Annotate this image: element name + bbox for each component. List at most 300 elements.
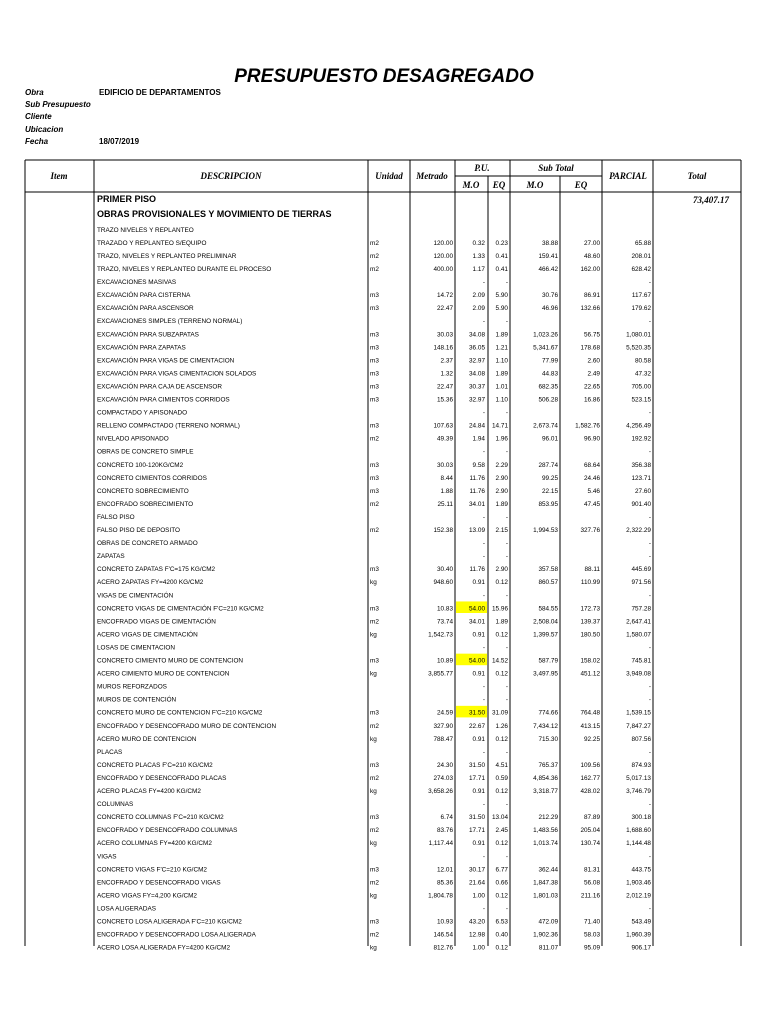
cell-pu-eq: 2.45	[495, 827, 508, 835]
cell-descripcion: ACERO VIGAS FY=4,200 KG/CM2	[97, 892, 197, 900]
cell-metrado: 152.38	[433, 527, 453, 534]
cell-subtotal-mo: 159.41	[538, 252, 558, 260]
cell-unidad: m2	[370, 435, 379, 443]
cell-pu-mo: 34.08	[469, 331, 485, 339]
cell-descripcion: CONCRETO MURO DE CONTENCION F'C=210 KG/CM2	[97, 709, 263, 717]
cell-subtotal-eq: 5.46	[587, 487, 600, 495]
cell-parcial: -	[648, 592, 651, 600]
cell-parcial: 628.42	[631, 266, 651, 273]
cell-pu-eq: 0.12	[495, 735, 508, 743]
cell-metrado: 10.83	[437, 605, 453, 613]
cell-descripcion: VIGAS	[97, 853, 117, 861]
cell-pu-eq: 0.12	[495, 892, 508, 900]
cell-subtotal-mo: 7,434.12	[533, 722, 558, 730]
cell-pu-eq: -	[505, 279, 508, 287]
cell-subtotal-mo: 22.15	[542, 487, 558, 495]
cell-parcial: -	[648, 540, 651, 548]
cell-unidad: kg	[370, 840, 377, 848]
cell-descripcion: ENCOFRADO Y DESENCOFRADO COLUMNAS	[97, 827, 238, 835]
cell-descripcion: ENCOFRADO Y DESENCOFRADO LOSA ALIGERADA	[97, 931, 256, 939]
cell-pu-eq: -	[505, 318, 508, 326]
cell-pu-eq: 0.12	[495, 840, 508, 848]
cell-parcial: 757.28	[631, 605, 651, 613]
cell-unidad: m3	[370, 461, 379, 469]
table-row	[97, 840, 651, 847]
cell-pu-mo: 54.00	[469, 657, 485, 665]
table-row	[97, 603, 651, 612]
cell-metrado: 14.72	[437, 292, 453, 300]
cell-parcial: -	[648, 279, 651, 287]
cell-pu-eq: -	[505, 513, 508, 521]
cell-parcial: 3,746.79	[626, 788, 651, 795]
cell-descripcion: RELLENO COMPACTADO (TERRENO NORMAL)	[97, 422, 240, 430]
cell-pu-mo: 32.97	[469, 396, 485, 404]
cell-parcial: 1,080.01	[626, 331, 651, 339]
cell-subtotal-eq: 96.90	[584, 435, 600, 443]
cell-unidad: m3	[370, 344, 379, 352]
cell-pu-eq: 1.96	[495, 435, 508, 443]
cell-metrado: 30.40	[437, 566, 453, 574]
table-row	[97, 629, 651, 638]
cell-subtotal-mo: 682.35	[538, 383, 558, 391]
cell-unidad: kg	[370, 670, 377, 678]
cell-descripcion: TRAZO, NIVELES Y REPLANTEO PRELIMINAR	[97, 252, 237, 260]
cell-subtotal-eq: 95.09	[584, 944, 600, 952]
cell-pu-mo: 34.01	[469, 500, 485, 508]
cell-subtotal-eq: 139.37	[580, 618, 600, 626]
table-row	[97, 553, 651, 560]
cell-pu-eq: 13.04	[492, 814, 508, 822]
cell-subtotal-mo: 357.58	[538, 566, 558, 574]
cell-metrado: 146.54	[433, 931, 453, 939]
cell-pu-mo: -	[482, 409, 485, 417]
cell-descripcion: FALSO PISO	[97, 513, 135, 521]
cell-subtotal-eq: 451.12	[580, 670, 600, 678]
cell-descripcion: CONCRETO CIMIENTO MURO DE CONTENCION	[97, 657, 244, 665]
cell-pu-eq: 1.26	[495, 722, 508, 730]
table-row	[97, 736, 651, 743]
header-total: Total	[687, 171, 707, 181]
cell-subtotal-eq: 158.02	[580, 657, 600, 665]
cell-descripcion: EXCAVACIÓN PARA VIGAS DE CIMENTACION	[97, 357, 235, 365]
cell-parcial: 1,144.48	[626, 840, 651, 848]
cell-parcial: 2,012.19	[626, 892, 651, 900]
cell-subtotal-eq: 205.04	[580, 827, 600, 835]
cell-pu-eq: -	[505, 448, 508, 456]
cell-parcial: 705.00	[631, 383, 651, 391]
cell-descripcion: COLUMNAS	[97, 801, 134, 809]
cell-descripcion: EXCAVACIÓN PARA CIMIENTOS CORRIDOS	[97, 396, 230, 404]
cell-descripcion: FALSO PISO DE DEPOSITO	[97, 527, 180, 534]
cell-descripcion: CONCRETO CIMIENTOS CORRIDOS	[97, 474, 207, 482]
cell-subtotal-mo: 362.44	[538, 866, 558, 874]
section-total: 73,407.17	[693, 195, 729, 205]
cell-pu-eq: -	[505, 592, 508, 600]
cell-pu-eq: -	[505, 553, 508, 561]
cell-subtotal-mo: 2,673.74	[533, 422, 558, 430]
cell-parcial: -	[648, 448, 651, 456]
table-row	[97, 579, 651, 586]
cell-pu-eq: 2.29	[495, 461, 508, 469]
cell-parcial: 543.49	[631, 918, 651, 926]
cell-parcial: 443.75	[631, 866, 651, 874]
cell-pu-eq: -	[505, 696, 508, 704]
table-row	[97, 695, 651, 704]
cell-metrado: 85.36	[437, 879, 453, 887]
cell-descripcion: COMPACTADO Y APISONADO	[97, 409, 188, 417]
table-row	[97, 381, 651, 390]
cell-parcial: -	[648, 513, 651, 521]
cell-unidad: m3	[370, 566, 379, 574]
cell-descripcion: ACERO VIGAS DE CIMENTACIÓN	[97, 631, 198, 639]
cell-parcial: 208.01	[631, 252, 651, 260]
cell-subtotal-mo: 77.99	[542, 357, 558, 365]
cell-parcial: -	[648, 696, 651, 704]
cell-parcial: 807.56	[631, 735, 651, 743]
cell-metrado: 22.47	[437, 383, 453, 391]
cell-pu-mo: -	[482, 905, 485, 913]
cell-pu-eq: 2.15	[495, 527, 508, 534]
cell-descripcion: MUROS REFORZADOS	[97, 683, 167, 691]
cell-metrado: 788.47	[433, 735, 453, 743]
cell-subtotal-mo: 38.88	[542, 239, 558, 247]
cell-parcial: 65.88	[635, 239, 651, 247]
cell-descripcion: EXCAVACIONES MASIVAS	[97, 279, 177, 287]
cell-descripcion: LOSA ALIGERADAS	[97, 905, 156, 913]
cell-unidad: m2	[370, 252, 379, 260]
cell-unidad: m3	[370, 422, 379, 430]
cell-unidad: m3	[370, 709, 379, 717]
cell-pu-mo: -	[482, 683, 485, 691]
cell-subtotal-eq: 2.60	[587, 357, 600, 365]
cell-parcial: 906.17	[631, 944, 651, 952]
cell-pu-eq: 1.89	[495, 500, 508, 508]
cell-unidad: m3	[370, 866, 379, 874]
cell-pu-eq: -	[505, 853, 508, 861]
cell-subtotal-eq: 327.76	[580, 527, 600, 534]
cell-unidad: m2	[370, 266, 379, 273]
cell-pu-eq: 1.89	[495, 370, 508, 378]
cell-descripcion: ENCOFRADO Y DESENCOFRADO PLACAS	[97, 774, 227, 782]
cell-subtotal-eq: 16.86	[584, 396, 600, 404]
cell-descripcion: ACERO ZAPATAS FY=4200 KG/CM2	[97, 579, 204, 587]
cell-descripcion: CONCRETO COLUMNAS F'C=210 KG/CM2	[97, 814, 224, 822]
cell-pu-eq: 1.89	[495, 618, 508, 626]
cell-descripcion: EXCAVACIONES SIMPLES (TERRENO NORMAL)	[97, 318, 243, 326]
cell-parcial: 2,322.29	[626, 527, 651, 534]
cell-metrado: 25.11	[437, 500, 453, 508]
cell-metrado: 49.39	[437, 435, 453, 443]
cell-parcial: 356.38	[631, 461, 651, 469]
cell-subtotal-eq: 56.08	[584, 879, 600, 887]
cell-parcial: -	[648, 318, 651, 326]
cell-pu-mo: 0.91	[472, 840, 485, 848]
document-title: PRESUPUESTO DESAGREGADO	[234, 66, 534, 87]
table-body	[97, 227, 651, 952]
cell-metrado: 83.76	[437, 827, 453, 835]
cell-pu-mo: 0.91	[472, 735, 485, 743]
cell-pu-mo: 0.91	[472, 670, 485, 678]
cell-parcial: -	[648, 853, 651, 861]
cell-parcial: 971.56	[631, 579, 651, 587]
cell-unidad: m3	[370, 331, 379, 339]
cell-pu-mo: 54.00	[469, 605, 485, 613]
cell-parcial: 47.32	[635, 370, 651, 378]
cell-metrado: 8.44	[440, 474, 453, 482]
cell-pu-mo: 17.71	[469, 774, 485, 782]
cell-metrado: 30.03	[437, 461, 453, 469]
cell-subtotal-eq: 211.16	[580, 892, 600, 900]
cell-unidad: kg	[370, 579, 377, 587]
cell-descripcion: ENCOFRADO SOBRECIMIENTO	[97, 500, 194, 508]
cell-subtotal-mo: 1,483.56	[533, 827, 558, 835]
cell-metrado: 400.00	[433, 266, 453, 273]
table-row	[97, 303, 651, 312]
table-row	[97, 616, 651, 625]
table-row	[97, 853, 651, 860]
cell-pu-eq: -	[505, 683, 508, 691]
cell-pu-mo: -	[482, 318, 485, 326]
table-row	[97, 540, 651, 547]
cell-pu-mo: 13.09	[469, 527, 485, 534]
table-row	[97, 879, 651, 886]
cell-pu-mo: -	[482, 748, 485, 756]
cell-pu-eq: 31.09	[492, 709, 508, 717]
cell-parcial: 1,688.60	[626, 827, 651, 835]
cell-descripcion: NIVELADO APISONADO	[97, 435, 169, 443]
table-row	[97, 266, 651, 273]
cell-pu-eq: 0.41	[495, 252, 508, 260]
table-row	[97, 710, 651, 717]
header-mo: M.O	[462, 180, 480, 190]
cell-unidad: kg	[370, 892, 377, 900]
cell-subtotal-eq: 1,582.76	[575, 422, 600, 430]
meta-label: Obra	[25, 88, 44, 97]
cell-descripcion: EXCAVACIÓN PARA ASCENSOR	[97, 305, 194, 313]
cell-unidad: m3	[370, 761, 379, 769]
cell-subtotal-mo: 44.83	[542, 370, 558, 378]
cell-pu-eq: 0.12	[495, 670, 508, 678]
cell-subtotal-mo: 860.57	[538, 579, 558, 587]
cell-subtotal-eq: 130.74	[580, 840, 600, 848]
cell-descripcion: VIGAS DE CIMENTACIÓN	[97, 592, 174, 600]
cell-pu-mo: -	[482, 853, 485, 861]
cell-subtotal-mo: 587.79	[538, 657, 558, 665]
cell-metrado: 24.59	[437, 709, 453, 717]
cell-metrado: 6.74	[440, 814, 453, 822]
cell-pu-mo: 1.33	[472, 252, 485, 260]
cell-subtotal-eq: 428.02	[580, 788, 600, 795]
header-unidad: Unidad	[375, 171, 403, 181]
cell-parcial: 5,017.13	[626, 774, 651, 782]
cell-subtotal-eq: 178.68	[580, 344, 600, 352]
cell-unidad: m2	[370, 618, 379, 626]
table-row	[97, 527, 651, 534]
cell-descripcion: EXCAVACIÓN PARA CAJA DE ASCENSOR	[97, 383, 223, 391]
cell-parcial: 2,647.41	[626, 618, 651, 626]
cell-subtotal-eq: 56.75	[584, 331, 600, 339]
cell-subtotal-eq: 172.73	[580, 605, 600, 613]
cell-parcial: 3,949.08	[626, 670, 651, 678]
cell-unidad: m3	[370, 657, 379, 665]
cell-pu-eq: 1.21	[495, 344, 508, 352]
cell-unidad: kg	[370, 631, 377, 639]
cell-metrado: 10.93	[437, 918, 453, 926]
cell-parcial: 523.15	[631, 396, 651, 404]
cell-metrado: 22.47	[437, 305, 453, 313]
header-sub-eq: EQ	[574, 180, 588, 190]
table-row	[97, 723, 651, 730]
header-descripcion: DESCRIPCION	[200, 171, 262, 181]
cell-unidad: m2	[370, 774, 379, 782]
meta-label: Sub Presupuesto	[25, 100, 91, 110]
cell-pu-mo: 11.76	[469, 487, 485, 495]
cell-unidad: kg	[370, 944, 377, 952]
cell-parcial: 192.92	[631, 435, 651, 443]
table-row	[97, 253, 651, 260]
cell-metrado: 1,804.78	[428, 892, 453, 900]
cell-descripcion: ACERO COLUMNAS FY=4200 KG/CM2	[97, 840, 212, 848]
table-row	[97, 355, 651, 364]
table-row	[97, 395, 651, 404]
cell-subtotal-mo: 1,013.74	[533, 840, 558, 848]
cell-metrado: 1,542.73	[428, 631, 453, 639]
cell-metrado: 948.60	[433, 579, 453, 587]
cell-pu-mo: 31.50	[469, 761, 485, 769]
table-row	[97, 762, 651, 769]
cell-parcial: 1,903.46	[626, 879, 651, 887]
cell-subtotal-mo: 1,023.26	[533, 331, 558, 339]
cell-pu-eq: 0.41	[495, 266, 508, 273]
cell-pu-mo: 1.94	[472, 435, 485, 443]
cell-pu-eq: 6.53	[495, 918, 508, 926]
cell-descripcion: CONCRETO VIGAS F'C=210 KG/CM2	[97, 866, 207, 874]
cell-subtotal-eq: 92.25	[584, 735, 600, 743]
cell-subtotal-mo: 1,801.03	[533, 892, 558, 900]
cell-subtotal-eq: 86.91	[584, 292, 600, 300]
cell-pu-eq: 2.90	[495, 566, 508, 574]
subsection-label: OBRAS PROVISIONALES Y MOVIMIENTO DE TIERRAS	[97, 209, 332, 219]
cell-pu-eq: 5.90	[495, 305, 508, 313]
meta-label: Fecha	[25, 136, 49, 146]
cell-subtotal-mo: 506.28	[538, 396, 558, 404]
cell-descripcion: EXCAVACIÓN PARA ZAPATAS	[97, 344, 186, 352]
cell-parcial: 5,520.35	[626, 344, 651, 352]
table-row	[97, 475, 651, 482]
cell-metrado: 3,658.26	[428, 788, 453, 795]
cell-pu-mo: 17.71	[469, 827, 485, 835]
cell-pu-eq: -	[505, 540, 508, 548]
cell-pu-mo: 1.00	[472, 892, 485, 900]
cell-metrado: 120.00	[433, 239, 453, 247]
cell-pu-mo: -	[482, 592, 485, 600]
cell-parcial: 1,539.15	[626, 709, 651, 717]
cell-descripcion: EXCAVACIÓN PARA VIGAS CIMENTACION SOLADOS	[97, 370, 257, 378]
cell-unidad: m2	[370, 500, 379, 508]
table-row	[97, 240, 651, 247]
cell-unidad: m3	[370, 305, 379, 313]
cell-unidad: m2	[370, 827, 379, 835]
cell-subtotal-mo: 466.42	[538, 266, 558, 273]
cell-pu-mo: 0.91	[472, 788, 485, 795]
cell-pu-eq: -	[505, 748, 508, 756]
cell-descripcion: OBRAS DE CONCRETO SIMPLE	[97, 448, 194, 456]
cell-unidad: m2	[370, 879, 379, 887]
cell-subtotal-eq: 413.15	[580, 722, 600, 730]
cell-descripcion: PLACAS	[97, 748, 123, 756]
cell-pu-eq: 0.12	[495, 788, 508, 795]
cell-subtotal-mo: 853.95	[538, 500, 558, 508]
table-row	[97, 368, 651, 377]
cell-parcial: -	[648, 409, 651, 417]
cell-parcial: 874.93	[631, 761, 651, 769]
table-row	[97, 514, 651, 521]
cell-parcial: -	[648, 553, 651, 561]
cell-unidad: m3	[370, 292, 379, 300]
cell-metrado: 327.90	[433, 722, 453, 730]
cell-pu-mo: 11.76	[469, 566, 485, 574]
table-row	[97, 423, 651, 430]
table-row	[97, 318, 651, 325]
cell-parcial: 445.69	[631, 566, 651, 574]
cell-subtotal-mo: 99.25	[542, 474, 558, 482]
cell-pu-eq: 0.12	[495, 631, 508, 639]
table-row	[97, 801, 651, 808]
table-row	[97, 814, 651, 821]
cell-pu-mo: -	[482, 696, 485, 704]
table-row	[97, 905, 651, 912]
table-row	[97, 749, 651, 756]
cell-subtotal-eq: 162.77	[580, 774, 600, 782]
table-row	[97, 919, 651, 926]
cell-descripcion: EXCAVACIÓN PARA SUBZAPATAS	[97, 331, 199, 339]
table-row	[97, 566, 651, 573]
cell-unidad: m2	[370, 931, 379, 939]
cell-pu-mo: 0.32	[472, 239, 485, 247]
table-row	[97, 290, 651, 299]
cell-pu-mo: -	[482, 801, 485, 809]
header-metrado: Metrado	[416, 171, 448, 181]
cell-descripcion: MUROS DE CONTENCIÓN	[97, 696, 177, 704]
cell-subtotal-eq: 764.48	[580, 709, 600, 717]
cell-pu-eq: 0.66	[495, 879, 508, 887]
table-row	[97, 932, 651, 939]
cell-parcial: 27.60	[635, 487, 651, 495]
cell-pu-mo: 11.76	[469, 474, 485, 482]
meta-label: Ubicacion	[25, 124, 64, 134]
cell-descripcion: ACERO CIMIENTO MURO DE CONTENCION	[97, 670, 230, 678]
cell-pu-mo: 9.58	[472, 461, 485, 469]
cell-parcial: 179.62	[631, 305, 651, 313]
cell-subtotal-mo: 584.55	[538, 605, 558, 613]
section-label: PRIMER PISO	[97, 194, 157, 204]
cell-pu-eq: 0.40	[495, 931, 508, 939]
cell-parcial: 7,847.27	[626, 722, 651, 730]
cell-descripcion: TRAZADO Y REPLANTEO S/EQUIPO	[97, 239, 207, 247]
cell-subtotal-mo: 212.29	[538, 814, 558, 822]
cell-pu-eq: 5.90	[495, 292, 508, 300]
table-header	[50, 163, 707, 190]
cell-pu-eq: 2.90	[495, 487, 508, 495]
cell-parcial: 300.18	[631, 814, 651, 822]
table-row	[97, 449, 651, 456]
cell-parcial: 745.81	[631, 657, 651, 665]
cell-subtotal-eq: 81.31	[584, 866, 600, 874]
cell-parcial: 4,256.49	[626, 422, 651, 430]
cell-unidad: m2	[370, 527, 379, 534]
meta-value: EDIFICIO DE DEPARTAMENTOS	[99, 88, 221, 97]
cell-subtotal-eq: 24.46	[584, 474, 600, 482]
